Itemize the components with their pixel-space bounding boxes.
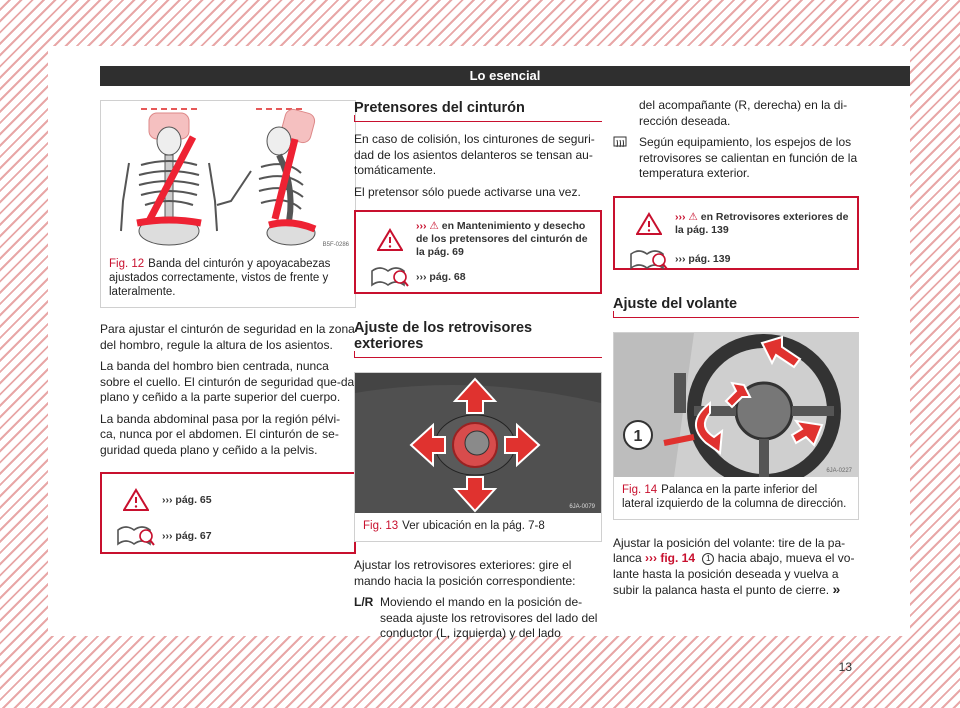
small-warning-icon: ⚠ (688, 210, 698, 223)
page-header: Lo esencial (100, 66, 910, 86)
figure-label: Fig. 14 (622, 483, 658, 496)
list-item-text: Según equipamiento, los espejos de los retrovisores se calientan en función de la temperatura exterior. (639, 135, 858, 180)
paragraph: Ajustar los retrovisores exteriores: gire el mando hacia la posición correspondiente: (354, 558, 576, 588)
paragraph-text-b: hacia abajo, mueva el vo-lante hasta la posición deseada y vuelva a subir la palanca hasta el punto de cierre. (613, 551, 855, 597)
figure-caption (355, 513, 601, 541)
book-reference[interactable]: ››› pág. 67 (162, 529, 212, 542)
section-title: Ajuste de los retrovisores exteriores (354, 320, 602, 358)
figure-14-image (614, 333, 858, 477)
book-row (110, 518, 346, 554)
paragraph (613, 536, 859, 599)
book-row (623, 242, 849, 278)
callout-number: 1 (702, 553, 714, 565)
warning-box (613, 196, 859, 270)
list-item-text: Moviendo el mando en la posición de-seada ajuste los retrovisores del lado del conductor (L, izquierda) y del lado (380, 595, 598, 640)
figure-caption-text: Ver ubicación en la pág. 7-8 (402, 520, 545, 532)
section-title: Ajuste del volante (613, 296, 859, 318)
figure-code: B5F-0286 (322, 242, 349, 248)
page-number: 13 (838, 660, 852, 674)
warning-triangle-icon (110, 488, 162, 512)
warning-reference-text: en Mantenimiento y desecho de los pretensores del cinturón de la pág. 69 (416, 220, 588, 258)
warning-triangle-icon (623, 212, 675, 236)
paragraph: La banda del hombro bien centrada, nunca sobre el cuello. El cinturón de seguridad que-da plano y ceñido a la parte superior del cuerpo. (100, 359, 355, 404)
paragraph: Para ajustar el cinturón de seguridad en la zona del hombro, regule la altura de los asientos. (100, 322, 355, 352)
ref-arrow: ››› (675, 210, 686, 223)
figure-caption (614, 477, 858, 519)
book-magnifier-icon (623, 248, 675, 272)
list-item (613, 135, 859, 182)
small-warning-icon: ⚠ (429, 220, 439, 232)
warning-reference[interactable] (675, 211, 849, 237)
warning-reference-text: en Retrovisores exteriores de la pág. 139 (675, 210, 849, 236)
book-magnifier-icon (364, 265, 416, 289)
figure-label: Fig. 13 (363, 520, 399, 532)
heater-icon (613, 135, 639, 182)
section-title: Pretensores del cinturón (354, 100, 602, 122)
paragraph: La banda abdominal pasa por la región pélvi-ca, nunca por el abdomen. El cinturón de se-guridad queda plano y ceñido a la pelvis. (100, 411, 341, 457)
book-reference[interactable]: ››› pág. 68 (416, 270, 466, 283)
paragraph-text-a: Ajustar la posición del volante: tire de la pa-lanca (613, 535, 846, 565)
column-3 (613, 100, 859, 599)
list-item-key: L/R (354, 595, 374, 609)
paragraph: El pretensor sólo puede activarse una vez. (354, 184, 581, 199)
figure-caption (101, 251, 355, 307)
figure-12-image (101, 101, 355, 251)
warning-triangle-icon (364, 228, 416, 252)
figure-code: 6JA-0227 (826, 467, 852, 474)
figure-13-image (355, 373, 601, 513)
warning-row (110, 482, 346, 518)
figure-12 (100, 100, 356, 308)
book-reference[interactable]: ››› pág. 139 (675, 253, 731, 265)
figure-caption-text: Banda del cinturón y apoyacabezas ajustados correctamente, vistos de frente y lateralmente. (109, 258, 331, 298)
warning-reference[interactable]: ››› pág. 65 (162, 493, 212, 506)
warning-row (364, 220, 592, 259)
paragraph: del acompañante (R, derecha) en la di-rección deseada. (639, 98, 848, 128)
page (48, 46, 910, 674)
mirror-control-illustration (355, 373, 601, 513)
figure-reference-link[interactable]: ››› fig. 14 (645, 551, 696, 565)
warning-box (354, 210, 602, 294)
skeleton-seatbelt-illustration (101, 101, 355, 251)
warning-box (100, 472, 356, 554)
warning-row (623, 206, 849, 242)
figure-14 (613, 332, 859, 520)
continue-mark: » (832, 581, 841, 597)
book-magnifier-icon (110, 524, 162, 548)
column-2 (354, 100, 602, 642)
figure-caption-text: Palanca en la parte inferior del lateral izquierdo de la columna de dirección. (622, 483, 847, 510)
paragraph: En caso de colisión, los cinturones de seguri-dad de los asientos delanteros se tensan au-tomáticamente. (354, 132, 595, 177)
column-1 (100, 100, 356, 554)
warning-reference[interactable] (416, 220, 592, 259)
figure-callout: 1 (633, 427, 643, 445)
figure-label: Fig. 12 (109, 258, 145, 270)
figure-code: 6JA-0079 (569, 504, 595, 510)
book-row (364, 259, 592, 295)
figure-13 (354, 372, 602, 542)
ref-arrow: ››› (416, 220, 427, 232)
steering-wheel-illustration (614, 333, 858, 477)
list-item (354, 595, 602, 642)
